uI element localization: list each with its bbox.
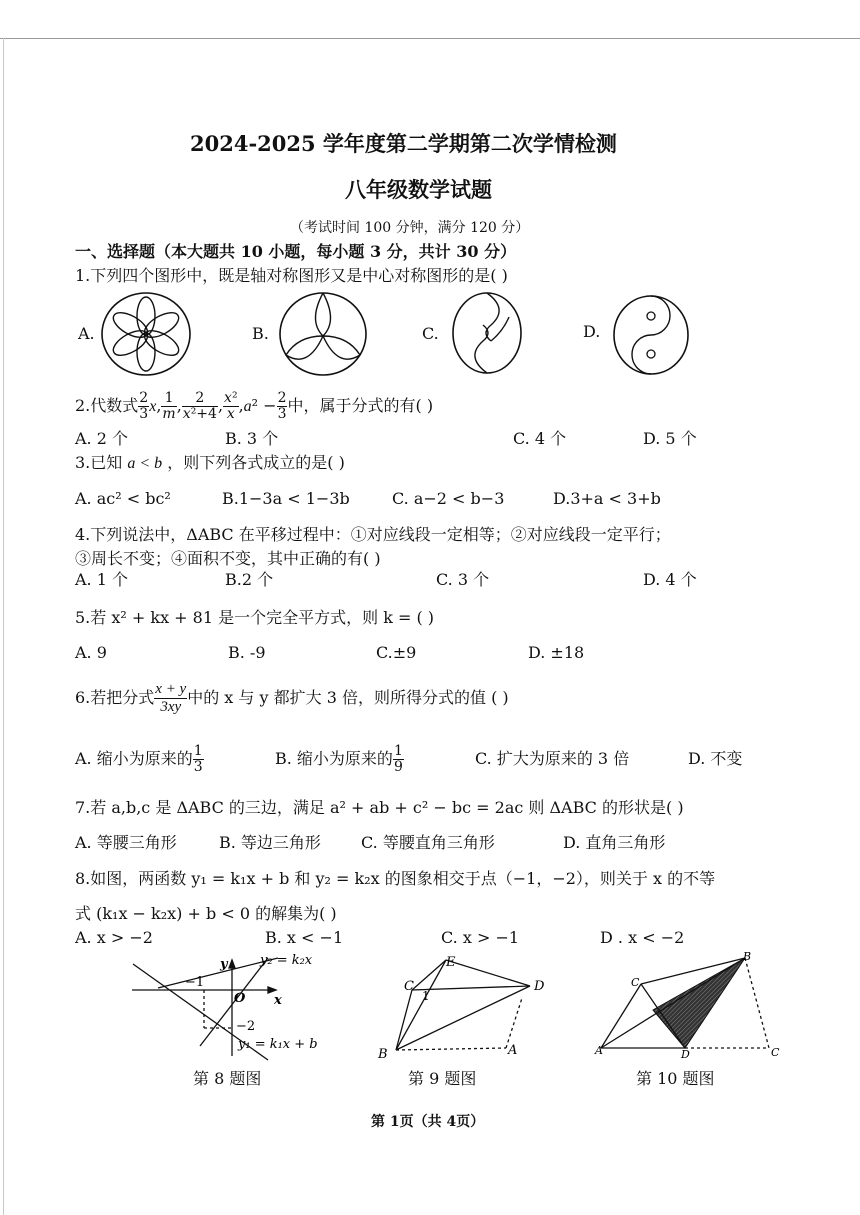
q1-option-a: A.: [78, 324, 95, 343]
q4-option-c: C. 3 个: [436, 570, 490, 589]
q6-option-a-text: A. 缩小为原来的: [75, 749, 193, 768]
fig8-label-y: y: [220, 957, 228, 972]
q5-stem: 5.若 x² + kx + 81 是一个完全平方式，则 k = ( ): [75, 608, 435, 627]
q6-option-a: [75, 739, 204, 779]
fig10-label-c: C: [631, 976, 640, 989]
q4-option-a: A. 1 个: [75, 570, 128, 589]
q5-option-c: C.±9: [376, 643, 417, 662]
q8-line-2: 式 (k₁x − k₂x) + b < 0 的解集为( ): [75, 904, 337, 923]
q1-figure-d-yin-yang: [612, 294, 690, 376]
q1-option-b: B.: [252, 324, 269, 343]
q2-expr-2: $\frac{1}{m}$: [162, 390, 176, 422]
q3-suffix: ，则下列各式成立的是( ): [167, 453, 345, 472]
exam-subtitle: 八年级数学试题: [345, 177, 492, 202]
q6-stem: [75, 678, 509, 718]
q1-option-c: C.: [422, 324, 439, 343]
q2-option-d: D. 5 个: [643, 429, 697, 448]
fig9-label-c: C: [404, 979, 414, 994]
q3-option-c: C. a−2 < b−3: [392, 489, 505, 508]
figure-8-graph: [128, 950, 348, 1062]
q7-option-d: D. 直角三角形: [563, 833, 666, 852]
q2-expr-5: $\frac{2}{3}$: [277, 390, 287, 422]
figure-10-folded-triangle: [593, 950, 788, 1062]
q1-figure-a-flower: [100, 291, 192, 377]
q4-option-b: B.2 个: [225, 570, 274, 589]
fig9-label-a: A: [508, 1043, 518, 1058]
fig10-label-d: D: [681, 1048, 690, 1061]
q8-line-1: 8.如图，两函数 y₁ = k₁x + b 和 y₂ = k₂x 的图象相交于点（−1，−2），则关于 x 的不等: [75, 869, 716, 888]
q2-prefix: 2.代数式: [75, 396, 139, 415]
q8-option-c: C. x > −1: [441, 928, 520, 947]
scan-left-edge: [3, 38, 4, 1215]
q2-suffix: 中，属于分式的有( ): [287, 396, 434, 415]
section-heading: 一、选择题（本大题共 10 小题，每小题 3 分，共计 30 分）: [75, 242, 517, 261]
figure-8-caption: 第 8 题图: [193, 1069, 262, 1088]
q7-option-c: C. 等腰直角三角形: [361, 833, 495, 852]
q6-option-b: [275, 739, 404, 779]
fig9-label-d: D: [534, 979, 545, 994]
figure-10-caption: 第 10 题图: [636, 1069, 715, 1088]
q5-option-b: B. -9: [228, 643, 266, 662]
q3-stem: [75, 453, 345, 474]
q1-figure-b-three-lobes: [278, 291, 368, 377]
q3-option-a: A. ac² < bc²: [75, 489, 171, 508]
fig8-label-origin: O: [234, 991, 246, 1006]
q1-figure-c-swirl: [451, 291, 523, 375]
q2-option-b: B. 3 个: [225, 429, 279, 448]
q4-option-d: D. 4 个: [643, 570, 697, 589]
q1-option-d: D.: [583, 322, 601, 341]
figure-9-caption: 第 9 题图: [408, 1069, 477, 1088]
q4-line-1: 4.下列说法中，ΔABC 在平移过程中：①对应线段一定相等；②对应线段一定平行；: [75, 525, 671, 544]
q1-stem: 1.下列四个图形中，既是轴对称图形又是中心对称图形的是( ): [75, 266, 508, 285]
q6-option-b-fraction: $\frac{1}{9}$: [393, 743, 403, 775]
q8-option-a: A. x > −2: [75, 928, 153, 947]
q7-stem: 7.若 a,b,c 是 ΔABC 的三边，满足 a² + ab + c² − bc = 2ac 则 ΔABC 的形状是( ): [75, 798, 684, 817]
q2-expr-3: $\frac{2}{\text{x²+4}}$: [182, 390, 217, 422]
q6-option-b-text: B. 缩小为原来的: [275, 749, 393, 768]
fig8-label-y2: y₂ = k₂x: [260, 953, 313, 968]
q2-expr-1: $\frac{2}{3}$: [139, 390, 149, 422]
fig9-label-b: B: [378, 1047, 388, 1062]
fig8-label-neg2: −2: [236, 1019, 256, 1034]
q7-option-a: A. 等腰三角形: [75, 833, 177, 852]
exam-title: 2024-2025 学年度第二学期第二次学情检测: [190, 131, 617, 156]
q6-option-c: C. 扩大为原来的 3 倍: [475, 749, 630, 768]
fig8-label-y1: y₁ = k₁x + b: [238, 1037, 318, 1052]
q5-option-a: A. 9: [75, 643, 107, 662]
fig10-label-b: B: [743, 950, 752, 963]
exam-info: （考试时间 100 分钟，满分 120 分）: [290, 220, 530, 236]
q8-option-d: D . x < −2: [600, 928, 685, 947]
q2-stem: 2.代数式 $\frac{2}{3}$ x, $\frac{1}{m}$ , $\frac{2}{\text{x²+4}}$ , $\frac{\text{x²}}{x}$ ,a² − $\frac{2}{3}$ 中，属于分式的有( ): [75, 390, 434, 422]
q3-prefix: 3.已知: [75, 453, 123, 472]
page-footer: 第 1页（共 4页）: [371, 1114, 485, 1130]
fig9-label-angle-1: 1: [422, 989, 430, 1003]
q4-line-2: ③周长不变；④面积不变，其中正确的有( ): [75, 549, 381, 568]
q5-option-d: D. ±18: [528, 643, 585, 662]
fig10-label-a: A: [595, 1044, 603, 1057]
q3-condition: a < b: [127, 455, 163, 472]
q7-option-b: B. 等边三角形: [219, 833, 321, 852]
figure-9-parallelogram: [372, 950, 552, 1062]
q2-option-a: A. 2 个: [75, 429, 128, 448]
fig9-label-e: E: [446, 955, 456, 970]
q6-option-d: D. 不变: [688, 749, 743, 768]
q6-prefix: 6.若把分式: [75, 688, 155, 707]
q2-expr-4: $\frac{\text{x²}}{x}$: [224, 390, 238, 422]
fig8-label-x: x: [274, 993, 282, 1008]
q3-option-d: D.3+a < 3+b: [553, 489, 661, 508]
q3-option-b: B.1−3a < 1−3b: [222, 489, 350, 508]
q6-option-a-fraction: $\frac{1}{3}$: [193, 743, 203, 775]
q6-fraction: [154, 681, 187, 716]
q6-fraction-denominator: 3xy: [160, 699, 182, 715]
q6-fraction-numerator: x + y: [155, 681, 187, 697]
fig10-label-c-prime: C: [771, 1046, 780, 1059]
scan-top-edge: [0, 38, 860, 39]
q6-suffix: 中的 x 与 y 都扩大 3 倍，则所得分式的值 ( ): [187, 688, 509, 707]
q2-option-c: C. 4 个: [513, 429, 567, 448]
q8-option-b: B. x < −1: [265, 928, 344, 947]
fig8-label-neg1: −1: [185, 975, 205, 990]
